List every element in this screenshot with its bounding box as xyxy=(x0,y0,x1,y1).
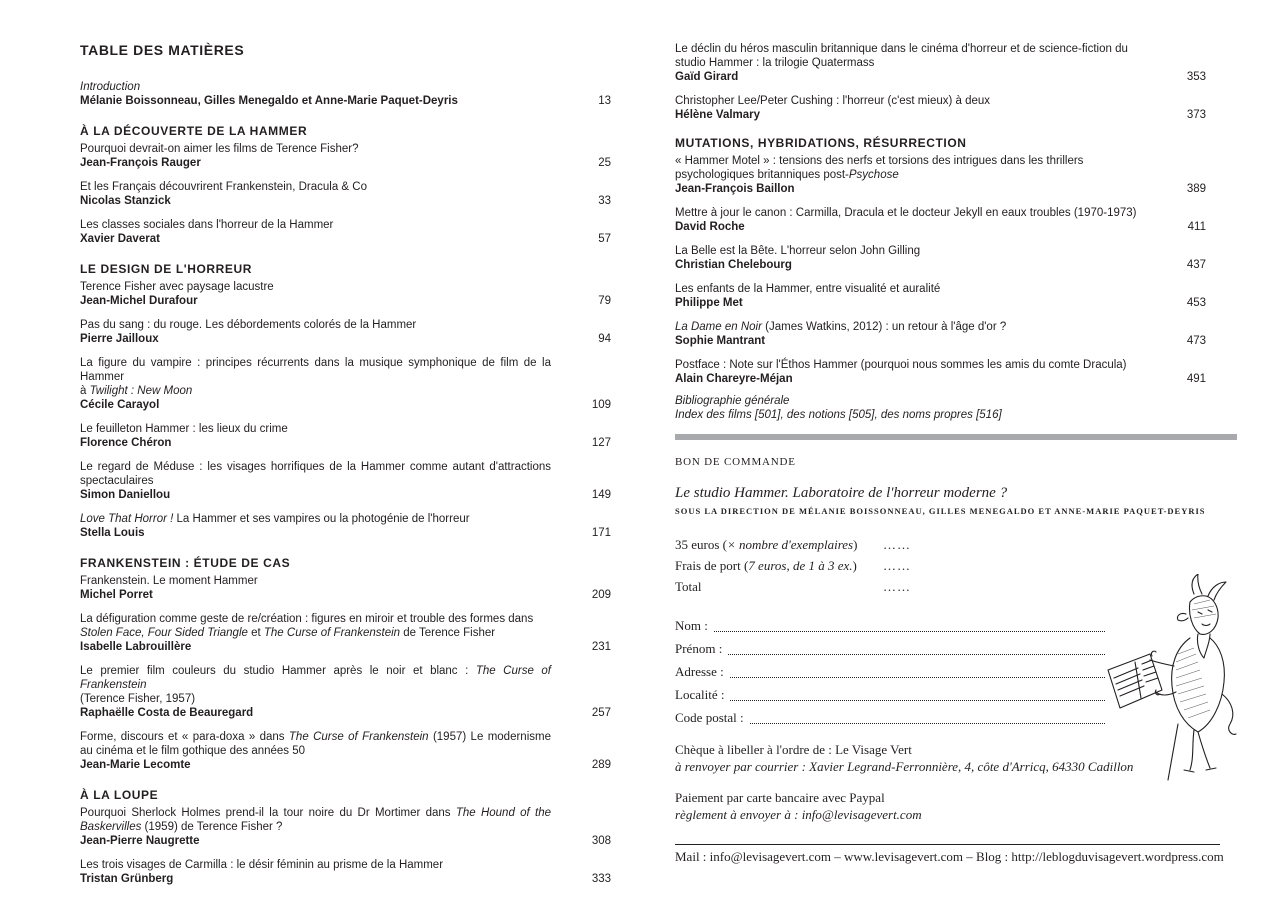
paypal-info xyxy=(675,789,1235,823)
toc-entry xyxy=(675,282,1206,310)
form-row-prenom xyxy=(675,637,1105,660)
entry-title-text: Pourquoi Sherlock Holmes prend-il la tour noire du Dr Mortimer dans xyxy=(80,807,456,819)
devil-reading-illustration xyxy=(1098,574,1238,784)
price-label-italic: × nombre d'exemplaires xyxy=(727,537,854,552)
section-title: À LA DÉCOUVERTE DE LA HAMMER xyxy=(80,124,308,138)
shipping-field[interactable]: …… xyxy=(883,558,911,573)
form-row-localite xyxy=(675,683,1105,706)
entry-author: Nicolas Stanzick xyxy=(80,195,171,207)
toc-entry xyxy=(80,664,611,720)
entry-page: 411 xyxy=(1187,221,1206,233)
entry-author: Simon Daniellou xyxy=(80,489,171,501)
entry-title-rest: (James Watkins, 2012) : un retour à l'âge d'or ? xyxy=(761,321,1007,333)
field-label: Prénom : xyxy=(675,641,723,656)
entry-page: 231 xyxy=(591,641,611,653)
entry-title-rest: (1959) de Terence Fisher ? xyxy=(141,821,283,833)
entry-title xyxy=(80,664,551,692)
entry-title-rest: (1957) Le modernisme au cinéma et le film gothique des années 50 xyxy=(80,731,551,757)
footer-divider xyxy=(675,844,1220,845)
field-label: Localité : xyxy=(675,687,725,702)
toc-entry xyxy=(80,280,611,308)
entry-page: 373 xyxy=(1186,109,1206,121)
order-heading: BON DE COMMANDE xyxy=(675,456,796,468)
nom-field[interactable] xyxy=(714,614,1105,632)
toc-entry xyxy=(80,612,611,654)
entry-title: Pas du sang : du rouge. Les débordements colorés de la Hammer xyxy=(80,319,417,331)
entry-title: Les trois visages de Carmilla : le désir féminin au prisme de la Hammer xyxy=(80,859,444,871)
entry-author: Jean-François Baillon xyxy=(675,183,795,195)
entry-title: La figure du vampire : principes récurrents dans la musique symphonique de film de la Hammer xyxy=(80,357,551,383)
entry-page: 79 xyxy=(598,295,611,307)
entry-page: 149 xyxy=(591,489,611,501)
entry-title: Et les Français découvrirent Frankenstein, Dracula & Co xyxy=(80,181,367,193)
entry-title xyxy=(80,512,551,526)
entry-title-line2 xyxy=(80,626,551,640)
entry-title: Introduction xyxy=(80,81,141,93)
entry-title: Postface : Note sur l'Éthos Hammer (pourquoi nous sommes les amis du comte Dracula) xyxy=(675,359,1127,371)
toc-entry xyxy=(80,858,611,886)
entry-author: Isabelle Labrouillère xyxy=(80,641,192,653)
code-postal-field[interactable] xyxy=(750,706,1105,724)
toc-entry xyxy=(80,356,611,412)
entry-author: Cécile Carayol xyxy=(80,399,160,411)
film-title: Stolen Face, Four Sided Triangle xyxy=(80,627,248,639)
toc-entry-introduction xyxy=(80,80,611,108)
entry-page: 437 xyxy=(1186,259,1206,271)
field-label: Adresse : xyxy=(675,664,724,679)
toc-entry xyxy=(80,574,611,602)
toc-entry xyxy=(80,218,611,246)
book-subtitle: SOUS LA DIRECTION DE MÉLANIE BOISSONNEAU, GILLES MENEGALDO ET ANNE-MARIE PAQUET-DEYRIS xyxy=(675,506,1206,516)
entry-title-text: « Hammer Motel » : tensions des nerfs et torsions des intrigues dans les thrillers psychologiques britanniques post- xyxy=(675,155,1084,181)
toc-entry xyxy=(675,206,1206,234)
entry-title-line2: (Terence Fisher, 1957) xyxy=(80,693,196,705)
entry-page: 353 xyxy=(1186,71,1206,83)
entry-title xyxy=(80,806,551,834)
price-label-close: ) xyxy=(852,558,857,573)
footer-contact: Mail : info@levisagevert.com – www.levisagevert.com – Blog : http://leblogduvisagevert.wordpress.com xyxy=(675,849,1224,864)
bibliography-title: Bibliographie générale xyxy=(675,395,790,407)
toc-entry xyxy=(675,358,1206,386)
entry-title: Les classes sociales dans l'horreur de la Hammer xyxy=(80,219,334,231)
entry-title: Christopher Lee/Peter Cushing : l'horreur (c'est mieux) à deux xyxy=(675,95,991,107)
entry-title-text: Le premier film couleurs du studio Hammer après le noir et blanc : xyxy=(80,665,476,677)
toc-entry xyxy=(80,730,611,772)
entry-page: 289 xyxy=(591,759,611,771)
entry-title: La Belle est la Bête. L'horreur selon John Gilling xyxy=(675,245,921,257)
book-title: Le studio Hammer. Laboratoire de l'horreur moderne ? xyxy=(675,485,1008,501)
entry-page: 94 xyxy=(598,333,611,345)
film-title: The Curse of Frankenstein xyxy=(288,731,429,743)
entry-title: La défiguration comme geste de re/création : figures en miroir et trouble des formes dans xyxy=(80,613,534,625)
price-label xyxy=(675,534,883,555)
entry-title: Le regard de Méduse : les visages horrifiques de la Hammer comme autant d'attractions spectaculaires xyxy=(80,461,551,487)
section-divider xyxy=(675,434,1237,440)
entry-title-line2 xyxy=(80,384,551,398)
section-title: LE DESIGN DE L'HORREUR xyxy=(80,262,253,276)
entry-author: Philippe Met xyxy=(675,297,743,309)
entry-title: Pourquoi devrait-on aimer les films de Terence Fisher? xyxy=(80,143,359,155)
entry-title: Terence Fisher avec paysage lacustre xyxy=(80,281,274,293)
prenom-field[interactable] xyxy=(728,637,1105,655)
entry-page: 25 xyxy=(598,157,611,169)
form-row-adresse xyxy=(675,660,1105,683)
price-label xyxy=(675,555,883,576)
entry-author: Mélanie Boissonneau, Gilles Menegaldo et Anne-Marie Paquet-Deyris xyxy=(80,95,458,107)
entry-author: Michel Porret xyxy=(80,589,153,601)
entry-page: 473 xyxy=(1186,335,1206,347)
entry-author: Jean-Pierre Naugrette xyxy=(80,835,200,847)
toc-entry xyxy=(675,244,1206,272)
cheque-payee: Chèque à libeller à l'ordre de : Le Visage Vert xyxy=(675,742,912,757)
entry-author: David Roche xyxy=(675,221,745,233)
toc-entry xyxy=(675,154,1206,196)
toc-entry xyxy=(80,422,611,450)
entry-title-connector: et xyxy=(247,627,264,639)
toc-entry xyxy=(80,318,611,346)
entry-title: Frankenstein. Le moment Hammer xyxy=(80,575,258,587)
entry-title: Le feuilleton Hammer : les lieux du crime xyxy=(80,423,288,435)
quantity-field[interactable]: …… xyxy=(883,537,911,552)
toc-entry xyxy=(80,806,611,848)
entry-author: Raphaëlle Costa de Beauregard xyxy=(80,707,254,719)
entry-title xyxy=(80,730,551,758)
toc-entry xyxy=(80,512,611,540)
toc-title: TABLE DES MATIÈRES xyxy=(80,42,245,58)
toc-entry xyxy=(80,142,611,170)
entry-page: 33 xyxy=(598,195,611,207)
paypal-line: Paiement par carte bancaire avec Paypal xyxy=(675,790,885,805)
entry-author: Jean-François Rauger xyxy=(80,157,201,169)
toc-entry xyxy=(80,180,611,208)
entry-title-rest: La Hammer et ses vampires ou la photogénie de l'horreur xyxy=(173,513,470,525)
bibliography-block xyxy=(675,394,1206,422)
adresse-field[interactable] xyxy=(730,660,1105,678)
field-label: Nom : xyxy=(675,618,708,633)
entry-page: 171 xyxy=(591,527,611,539)
price-label-text: Total xyxy=(675,579,702,594)
film-title: Love That Horror ! xyxy=(80,513,174,525)
entry-title-rest: de Terence Fisher xyxy=(400,627,496,639)
entry-author: Hélène Valmary xyxy=(675,109,761,121)
entry-page: 491 xyxy=(1186,373,1206,385)
entry-title xyxy=(675,320,1146,334)
film-title: The Curse of Frankenstein xyxy=(263,627,401,639)
entry-author: Pierre Jailloux xyxy=(80,333,159,345)
paypal-email: règlement à envoyer à : info@levisagevert.com xyxy=(675,807,922,822)
entry-page: 127 xyxy=(591,437,611,449)
entry-author: Christian Chelebourg xyxy=(675,259,792,271)
entry-page: 308 xyxy=(591,835,611,847)
address-fields xyxy=(675,614,1105,729)
toc-right-column xyxy=(675,42,1206,422)
price-row xyxy=(675,534,1235,555)
field-label: Code postal : xyxy=(675,710,744,725)
film-title: The Hound of the Baskervilles xyxy=(80,807,551,833)
price-label xyxy=(675,576,883,597)
toc-entry xyxy=(675,320,1206,348)
entry-author: Jean-Marie Lecomte xyxy=(80,759,191,771)
section-title: FRANKENSTEIN : ÉTUDE DE CAS xyxy=(80,556,291,570)
price-label-text: Frais de port ( xyxy=(675,558,749,573)
entry-page: 57 xyxy=(598,233,611,245)
entry-title xyxy=(675,154,1146,182)
entry-author: Gaïd Girard xyxy=(675,71,739,83)
cheque-address: à renvoyer par courrier : Xavier Legrand-Ferronnière, 4, côte d'Arricq, 64330 Cadillon xyxy=(675,759,1134,774)
entry-page: 389 xyxy=(1186,183,1206,195)
index-line: Index des films [501], des notions [505], des noms propres [516] xyxy=(675,409,1002,421)
price-label-text: 35 euros ( xyxy=(675,537,727,552)
entry-page: 453 xyxy=(1186,297,1206,309)
toc-left-column xyxy=(80,40,611,896)
entry-page: 333 xyxy=(591,873,611,885)
entry-title-text: Forme, discours et « para-doxa » dans xyxy=(80,731,289,743)
toc-entry xyxy=(80,460,611,502)
section-title: MUTATIONS, HYBRIDATIONS, RÉSURRECTION xyxy=(675,136,967,150)
entry-title: Le déclin du héros masculin britannique dans le cinéma d'horreur et de science-fiction du studio Hammer : la trilogie Quatermass xyxy=(675,43,1128,69)
price-label-italic: 7 euros, de 1 à 3 ex. xyxy=(748,558,853,573)
total-field[interactable]: …… xyxy=(883,579,911,594)
entry-page: 109 xyxy=(591,399,611,411)
entry-title-prefix: à xyxy=(80,385,90,397)
form-row-nom xyxy=(675,614,1105,637)
entry-page: 257 xyxy=(591,707,611,719)
film-title: Twilight : New Moon xyxy=(89,385,193,397)
form-row-code-postal xyxy=(675,706,1105,729)
entry-author: Jean-Michel Durafour xyxy=(80,295,198,307)
price-label-close: ) xyxy=(853,537,858,552)
localite-field[interactable] xyxy=(730,683,1105,701)
entry-author: Xavier Daverat xyxy=(80,233,160,245)
entry-title: Les enfants de la Hammer, entre visualité et auralité xyxy=(675,283,941,295)
film-title: La Dame en Noir xyxy=(675,321,762,333)
entry-author: Florence Chéron xyxy=(80,437,172,449)
entry-title: Mettre à jour le canon : Carmilla, Dracula et le docteur Jekyll en eaux troubles (1970-1973) xyxy=(675,207,1137,219)
entry-page: 209 xyxy=(591,589,611,601)
entry-page: 13 xyxy=(598,95,611,107)
entry-author: Alain Chareyre-Méjan xyxy=(675,373,793,385)
film-title: Psychose xyxy=(848,169,899,181)
entry-author: Stella Louis xyxy=(80,527,145,539)
toc-entry xyxy=(675,94,1206,122)
toc-entry xyxy=(675,42,1206,84)
film-title: The Curse of Frankenstein xyxy=(80,665,551,691)
entry-author: Sophie Mantrant xyxy=(675,335,766,347)
price-row xyxy=(675,555,1235,576)
section-title: À LA LOUPE xyxy=(80,788,159,802)
entry-author: Tristan Grünberg xyxy=(80,873,174,885)
